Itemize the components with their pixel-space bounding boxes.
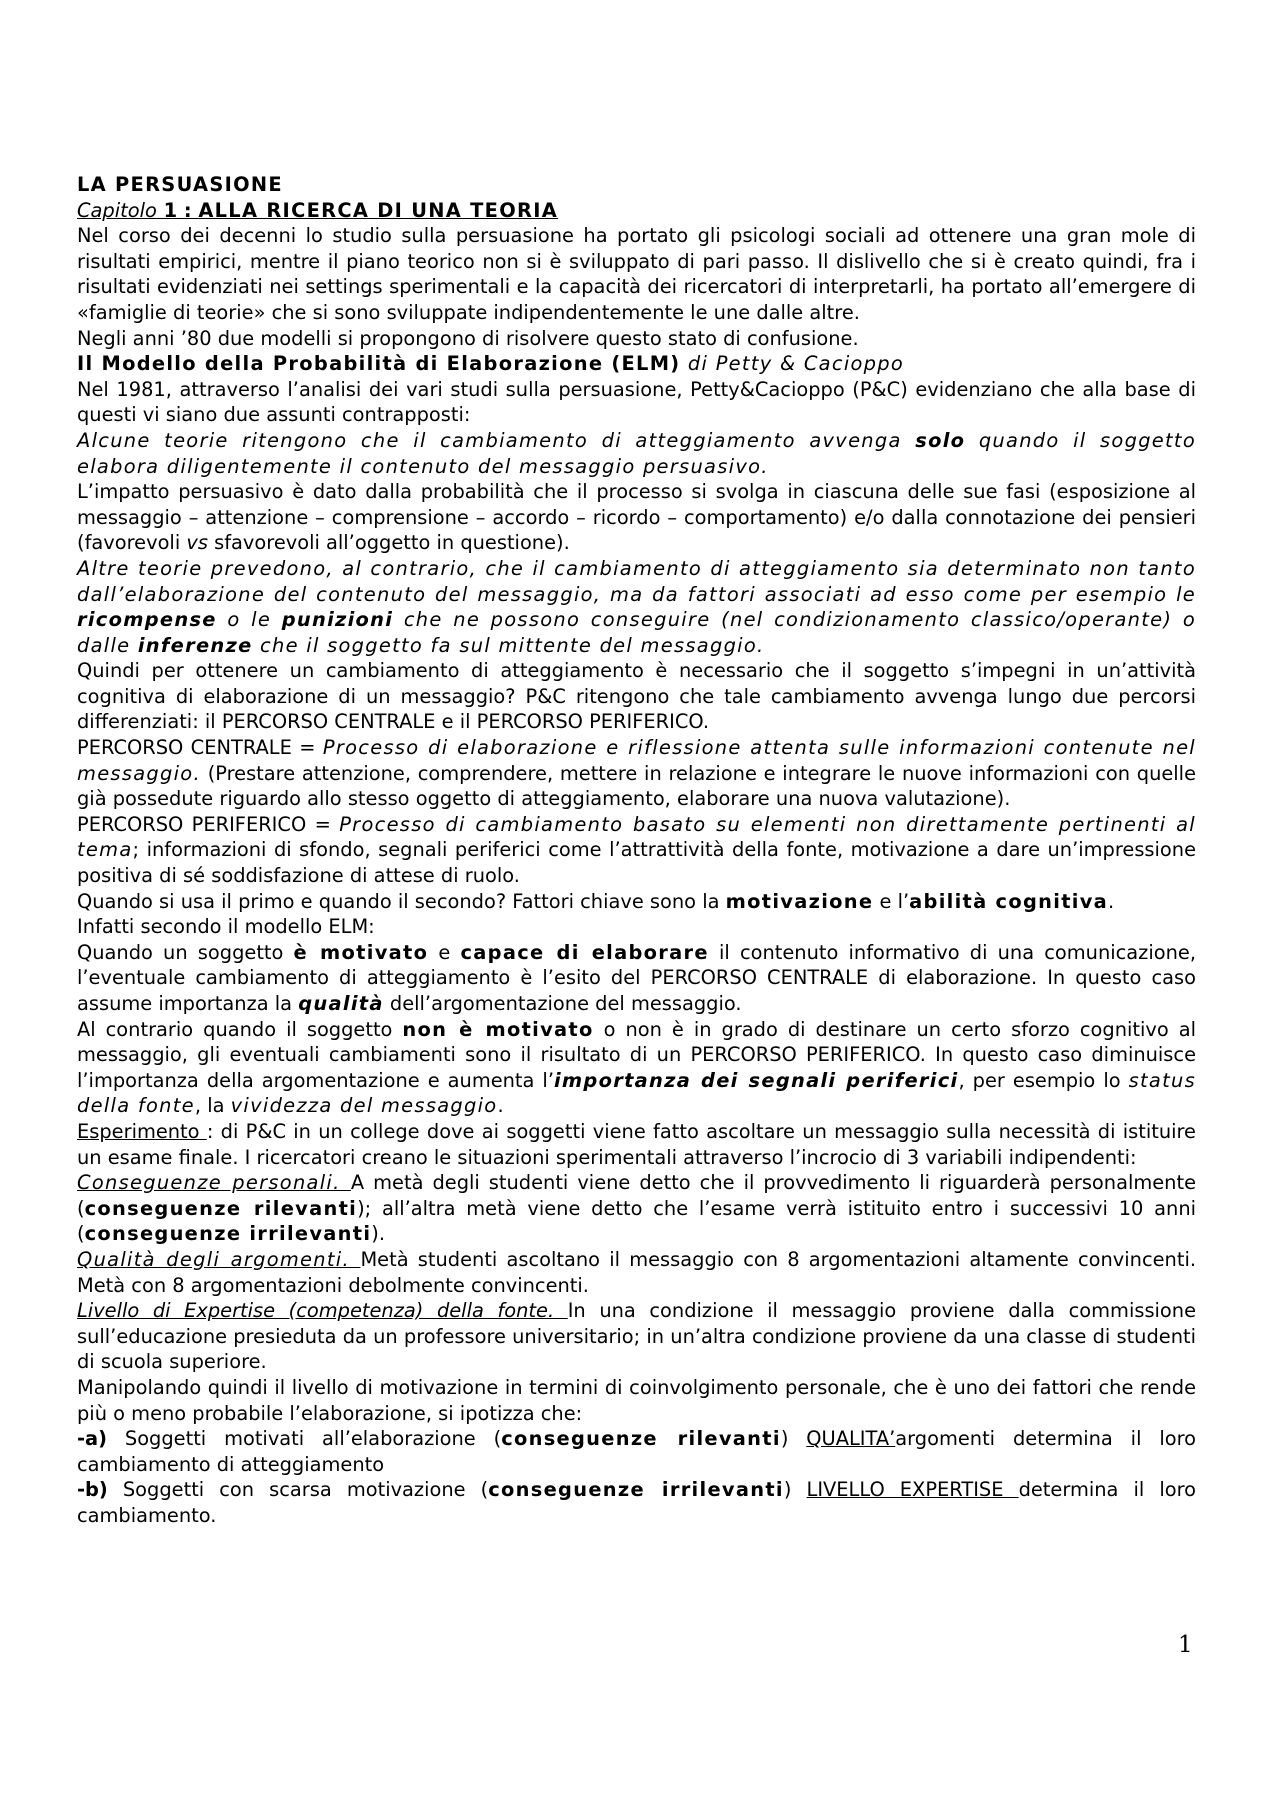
hypothesis-b: -b) Soggetti con scarsa motivazione (conseguenze irrilevanti) LIVELLO EXPERTISE determina il loro cambiamento.	[77, 1478, 1197, 1527]
paragraph-quindi: Quindi per ottenere un cambiamento di atteggiamento è necessario che il soggetto s’impegni in un’attività cognitiva di elaborazione di un messaggio? P&C ritengono che tale cambiamento avvenga lungo due percorsi differenziati: il PERCORSO CENTRALE e il PERCORSO PERIFERICO.	[77, 659, 1196, 734]
variable-2: Qualità degli argomenti. Metà studenti ascoltano il messaggio con 8 argomentazioni altamente convincenti. Metà con 8 argomentazioni debolmente convincenti.	[77, 1247, 1196, 1297]
experiment-label: Esperimento	[77, 1119, 207, 1143]
paragraph-infatti: Infatti secondo il modello ELM:	[77, 915, 375, 939]
chapter-heading	[77, 198, 1196, 224]
elm-heading: Il Modello della Probabilità di Elaborazione (ELM) di Petty & Cacioppo	[77, 352, 905, 376]
chapter-number: 1 :	[156, 198, 199, 222]
central-route-definition: PERCORSO CENTRALE = Processo di elaborazione e riflessione attenta sulle informazioni contenute nel messaggio. (Prestare attenzione, comprendere, mettere in relazione e integrare le nuove informazioni con quelle già possedute riguardo allo stesso oggetto di atteggiamento, elaborare una nuova valutazione).	[77, 736, 1196, 811]
document-body	[77, 172, 1196, 1528]
paragraph-impatto: L’impatto persuasivo è dato dalla probabilità che il processo si svolga in ciascuna delle sue fasi (esposizione al messaggio – attenzione – comprensione – accordo – ricordo – comportamento) e/o dalla connotazione dei pensieri (favorevoli vs sfavorevoli all’oggetto in questione).	[77, 480, 1196, 555]
paragraph-motivato: Quando un soggetto è motivato e capace di elaborare il contenuto informativo di una comunicazione, l’eventuale cambiamento di atteggiamento è l’esito del PERCORSO CENTRALE di elaborazione. In questo caso assume importanza la qualità dell’argomentazione del messaggio.	[77, 940, 1196, 1015]
paragraph-contrario: Al contrario quando il soggetto non è motivato o non è in grado di destinare un certo sforzo cognitivo al messaggio, gli eventuali cambiamenti sono il risultato di un PERCORSO PERIFERICO. In questo caso diminuisce l’importanza della argomentazione e aumenta l’importanza dei segnali periferici, per esempio lo status della fonte, la vividezza del messaggio.	[77, 1017, 1196, 1118]
chapter-title: ALLA RICERCA DI UNA TEORIA	[198, 198, 559, 222]
variable-3: Livello di Expertise (competenza) della fonte. In una condizione il messaggio proviene dalla commissione sull’educazione presieduta da un professore universitario; in un’altra condizione proviene da una classe di studenti di scuola superiore.	[77, 1299, 1197, 1374]
intro-paragraph-1: Nel corso dei decenni lo studio sulla persuasione ha portato gli psicologi sociali ad ottenere una gran mole di risultati empirici, mentre il piano teorico non si è sviluppato di pari passo. Il dislivello che si è creato quindi, fra i risultati evidenziati nei settings sperimentali e la capacità dei ricercatori di interpretarli, ha portato all’emergere di «famiglie di teorie» che si sono sviluppate indipendentemente le une dalle altre.	[77, 224, 1196, 324]
assumption-2: Altre teorie prevedono, al contrario, che il cambiamento di atteggiamento sia determinato non tanto dall’elaborazione del contenuto del messaggio, ma da fattori associati ad esso come per esempio le ricompense o le punizioni che ne possono conseguire (nel condizionamento classico/operante) o dalle inferenze che il soggetto fa sul mittente del messaggio.	[77, 556, 1196, 657]
paragraph-manipolando: Manipolando quindi il livello di motivazione in termini di coinvolgimento personale, che è uno dei fattori che rende più o meno probabile l’elaborazione, si ipotizza che:	[77, 1375, 1196, 1425]
variable-3-label: Livello di Expertise (competenza) della fonte.	[77, 1299, 568, 1323]
variable-2-label: Qualità degli argomenti.	[77, 1247, 361, 1271]
variable-1: Conseguenze personali. A metà degli studenti viene detto che il provvedimento li riguarderà personalmente (conseguenze rilevanti); all’altra metà viene detto che l’esame verrà istituito entro i successivi 10 anni (conseguenze irrilevanti).	[77, 1171, 1196, 1246]
paragraph-1981: Nel 1981, attraverso l’analisi dei vari studi sulla persuasione, Petty&Cacioppo (P&C) evidenziano che alla base di questi vi siano due assunti contrapposti:	[77, 377, 1196, 427]
chapter-label: Capitolo	[77, 198, 157, 222]
experiment-paragraph: Esperimento : di P&C in un college dove ai soggetti viene fatto ascoltare un messaggio sulla necessità di istituire un esame finale. I ricercatori creano le situazioni sperimentali attraverso l’incrocio di 3 variabili indipendenti:	[77, 1119, 1196, 1169]
peripheral-route-definition: PERCORSO PERIFERICO = Processo di cambiamento basato su elementi non direttamente pertinenti al tema; informazioni di sfondo, segnali periferici come l’attrattività della fonte, motivazione a dare un’impressione positiva di sé soddisfazione di attese di ruolo.	[77, 812, 1196, 888]
intro-paragraph-2: Negli anni ’80 due modelli si propongono di risolvere questo stato di confusione.	[77, 326, 859, 350]
paragraph-quando: Quando si usa il primo e quando il secondo? Fattori chiave sono la motivazione e l’abilità cognitiva.	[77, 889, 1115, 913]
variable-1-label: Conseguenze personali.	[77, 1171, 351, 1195]
assumption-1: Alcune teorie ritengono che il cambiamento di atteggiamento avvenga solo quando il soggetto elabora diligentemente il contenuto del messaggio persuasivo.	[77, 428, 1196, 478]
page-number: 1	[1178, 1632, 1193, 1658]
hypothesis-a: -a) Soggetti motivati all’elaborazione (conseguenze rilevanti) QUALITA’argomenti determina il loro cambiamento di atteggiamento	[77, 1427, 1196, 1476]
document-title: LA PERSUASIONE	[77, 173, 283, 196]
